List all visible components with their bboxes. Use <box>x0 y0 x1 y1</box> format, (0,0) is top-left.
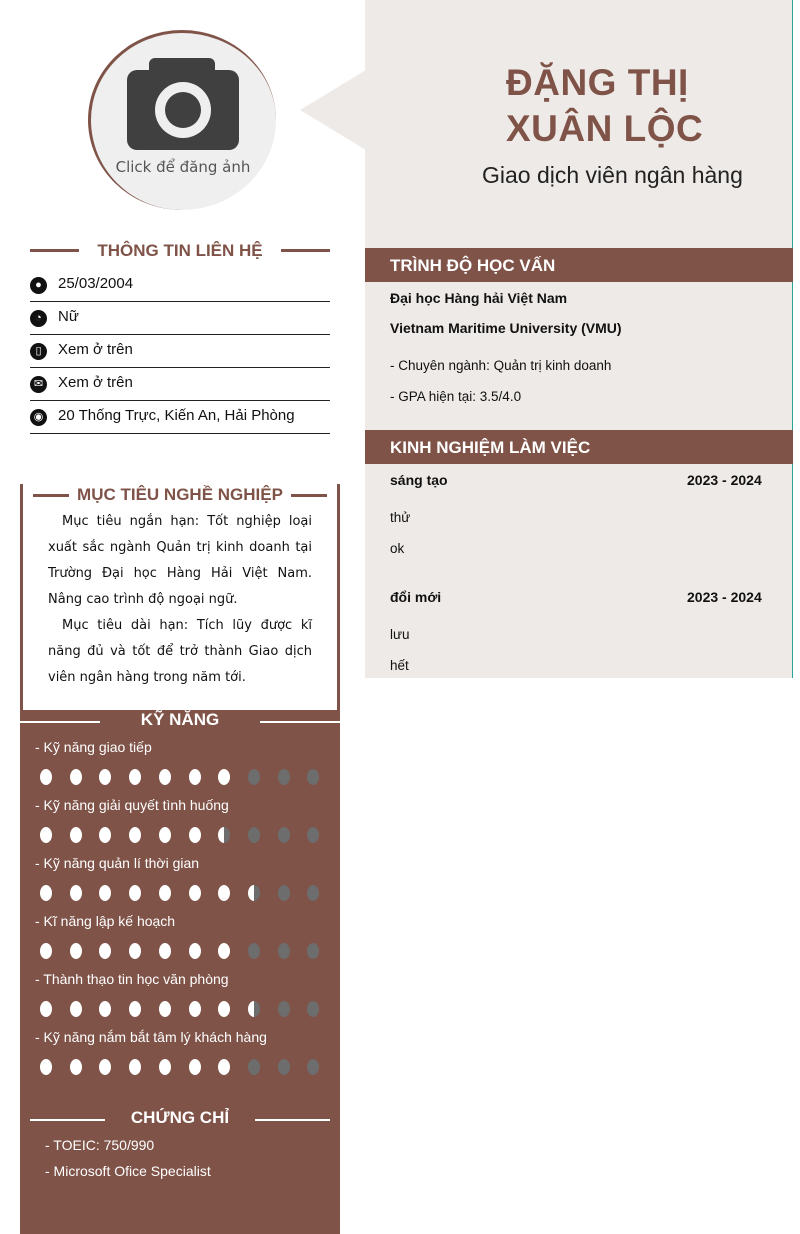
location-icon: ◉ <box>30 409 47 426</box>
skill-dot <box>307 943 319 959</box>
skill-dot <box>159 769 171 785</box>
education-school: Đại học Hàng hải Việt Nam <box>390 290 568 306</box>
skill-dot <box>278 943 290 959</box>
skill-dot <box>70 943 82 959</box>
skill-rating <box>40 885 330 901</box>
clock-icon: ◔ <box>30 310 47 327</box>
skill-dot <box>99 1001 111 1017</box>
skills-heading-line-right <box>260 721 340 723</box>
skill-dot <box>307 827 319 843</box>
skill-dot <box>99 943 111 959</box>
skill-label: - Kỹ năng nắm bắt tâm lý khách hàng <box>35 1029 267 1045</box>
skill-dot <box>40 885 52 901</box>
experience-title: sáng tạo <box>390 472 448 488</box>
objective-heading-line-left <box>33 494 69 497</box>
experience-period: 2023 - 2024 <box>687 589 762 605</box>
skill-dot <box>307 1059 319 1075</box>
contact-value: Xem ở trên <box>58 341 133 358</box>
skill-dot <box>70 885 82 901</box>
skill-rating <box>40 827 330 843</box>
skill-dot <box>189 1059 201 1075</box>
name-line-1: ĐẶNG THỊ <box>506 62 689 103</box>
skill-dot <box>159 1059 171 1075</box>
skill-label: - Kỹ năng giao tiếp <box>35 739 152 755</box>
skill-dot <box>189 943 201 959</box>
skill-dot <box>248 827 260 843</box>
skill-dot <box>278 827 290 843</box>
skill-dot <box>278 1059 290 1075</box>
cert-item: - Microsoft Ofice Specialist <box>45 1163 211 1179</box>
skill-label: - Kỹ năng quản lí thời gian <box>35 855 200 871</box>
skill-dot <box>40 1059 52 1075</box>
education-school-en: Vietnam Maritime University (VMU) <box>390 320 622 336</box>
skill-dot <box>70 1001 82 1017</box>
skill-rating <box>40 1001 330 1017</box>
contact-row-phone <box>30 335 330 368</box>
skill-dot <box>129 943 141 959</box>
skill-dot <box>40 943 52 959</box>
skill-dot <box>218 769 230 785</box>
job-title: Giao dịch viên ngân hàng <box>482 162 743 188</box>
panel-edge <box>792 0 793 678</box>
camera-icon[interactable] <box>127 58 239 150</box>
skill-dot <box>218 885 230 901</box>
experience-detail: ok <box>390 541 405 556</box>
skill-dot <box>40 1001 52 1017</box>
contact-value: Xem ở trên <box>58 374 133 391</box>
skill-dot <box>218 827 230 843</box>
skill-dot <box>40 827 52 843</box>
mail-icon: ✉ <box>30 376 47 393</box>
skill-dot <box>159 885 171 901</box>
contact-value: 20 Thống Trực, Kiến An, Hải Phòng <box>58 407 295 424</box>
skill-dot <box>189 1001 201 1017</box>
skill-dot <box>99 885 111 901</box>
skill-dot <box>70 1059 82 1075</box>
skill-rating <box>40 769 330 785</box>
skill-dot <box>99 769 111 785</box>
skill-dot <box>129 769 141 785</box>
skill-dot <box>307 885 319 901</box>
experience-detail: lưu <box>390 627 410 642</box>
skills-heading-line-left <box>20 721 100 723</box>
experience-period: 2023 - 2024 <box>687 472 762 488</box>
contact-row-gender <box>30 302 330 335</box>
skill-dot <box>159 943 171 959</box>
contact-heading-line-left <box>30 249 79 252</box>
skill-dot <box>307 1001 319 1017</box>
skill-dot <box>218 1001 230 1017</box>
skill-dot <box>278 1001 290 1017</box>
skill-dot <box>99 827 111 843</box>
cert-heading: CHỨNG CHỈ <box>130 1108 230 1127</box>
contact-heading-line-right <box>281 249 330 252</box>
skill-dot <box>129 1001 141 1017</box>
skill-dot <box>70 827 82 843</box>
experience-detail: hết <box>390 658 409 673</box>
skill-dot <box>129 1059 141 1075</box>
objective-short-term: Mục tiêu ngắn hạn: Tốt nghiệp loại xuất sắc ngành Quản trị kinh doanh tại Trường Đại học Hàng Hải Việt Nam. Nâng cao trình độ ngoại ngữ. <box>48 514 312 607</box>
skill-dot <box>248 1059 260 1075</box>
education-major: - Chuyên ngành: Quản trị kinh doanh <box>390 358 612 373</box>
skill-label: - Kỹ năng giải quyết tình huống <box>35 797 229 813</box>
education-gpa: - GPA hiện tại: 3.5/4.0 <box>390 389 522 404</box>
skill-dot <box>70 769 82 785</box>
skill-label: - Thành thạo tin học văn phòng <box>35 971 229 987</box>
skill-dot <box>248 943 260 959</box>
contact-value: 25/03/2004 <box>58 275 134 292</box>
cert-item: - TOEIC: 750/990 <box>45 1137 155 1153</box>
experience-detail: thử <box>390 510 411 525</box>
skill-dot <box>307 769 319 785</box>
skill-dot <box>278 769 290 785</box>
speech-pointer <box>300 70 366 150</box>
skill-dot <box>159 827 171 843</box>
contact-value: Nữ <box>58 308 79 325</box>
skill-dot <box>218 943 230 959</box>
photo-upload-hint[interactable]: Click để đăng ảnh <box>115 158 251 176</box>
skill-dot <box>99 1059 111 1075</box>
contact-row-birthdate <box>30 269 330 302</box>
skills-heading: KỸ NĂNG <box>140 710 220 729</box>
skill-dot <box>159 1001 171 1017</box>
full-name <box>506 60 703 152</box>
cert-heading-line-right <box>255 1119 330 1121</box>
skill-dot <box>278 885 290 901</box>
skill-dot <box>40 769 52 785</box>
skill-dot <box>129 885 141 901</box>
skill-rating <box>40 943 330 959</box>
skill-dot <box>189 769 201 785</box>
contact-row-email <box>30 368 330 401</box>
objective-heading: MỤC TIÊU NGHỀ NGHIỆP <box>77 485 283 504</box>
name-line-2: XUÂN LỘC <box>506 108 704 149</box>
skill-label: - Kĩ năng lập kế hoạch <box>35 913 176 929</box>
objective-long-term: Mục tiêu dài hạn: Tích lũy được kĩ năng đủ và tốt để trở thành Giao dịch viên ngân hàng trong năm tới. <box>48 618 312 685</box>
experience-heading: KINH NGHIỆM LÀM VIỆC <box>365 430 793 464</box>
phone-icon: ▯ <box>30 343 47 360</box>
skill-dot <box>218 1059 230 1075</box>
skill-dot <box>248 1001 260 1017</box>
contact-row-address <box>30 401 330 434</box>
education-heading: TRÌNH ĐỘ HỌC VẤN <box>365 248 793 282</box>
skill-dot <box>189 827 201 843</box>
objective-heading-line-right <box>291 494 327 497</box>
skill-dot <box>248 769 260 785</box>
contact-heading: THÔNG TIN LIÊN HỆ <box>97 241 263 260</box>
experience-title: đổi mới <box>390 589 442 605</box>
skill-dot <box>248 885 260 901</box>
skill-dot <box>129 827 141 843</box>
skill-dot <box>189 885 201 901</box>
skill-rating <box>40 1059 330 1075</box>
cert-heading-line-left <box>30 1119 105 1121</box>
user-icon: ● <box>30 277 47 294</box>
